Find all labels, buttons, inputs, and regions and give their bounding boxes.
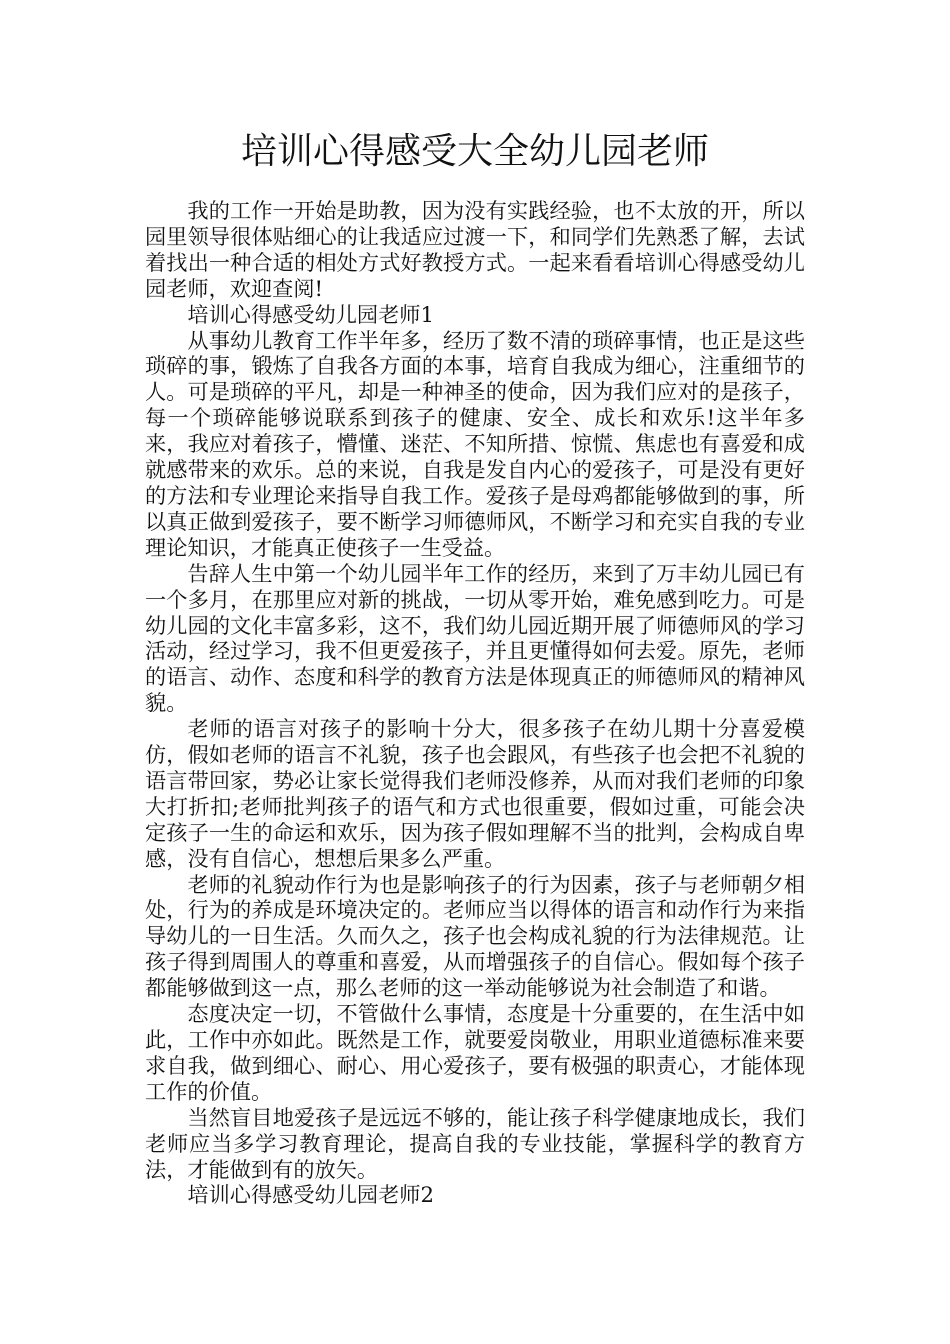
body-paragraph: 告辞人生中第一个幼儿园半年工作的经历，来到了万丰幼儿园已有一个多月，在那里应对新的挑战，一切从零开始，难免感到吃力。可是幼儿园的文化丰富多彩，这不，我们幼儿园近期开展了师德师风的学习活动，经过学习，我不但更爱孩子，并且更懂得如何去爱。原先，老师的语言、动作、态度和科学的教育方法是体现真正的师德师风的精神风貌。	[145, 560, 805, 716]
body-paragraph: 态度决定一切，不管做什么事情，态度是十分重要的，在生活中如此，工作中亦如此。既然是工作，就要爱岗敬业，用职业道德标准来要求自我，做到细心、耐心、用心爱孩子，要有极强的职责心，才能体现工作的价值。	[145, 1001, 805, 1104]
intro-paragraph: 我的工作一开始是助教，因为没有实践经验，也不太放的开，所以园里领导很体贴细心的让我适应过渡一下，和同学们先熟悉了解，去试着找出一种合适的相处方式好教授方式。一起来看看培训心得感受幼儿园老师，欢迎查阅!	[145, 198, 805, 301]
body-paragraph: 老师的礼貌动作行为也是影响孩子的行为因素，孩子与老师朝夕相处，行为的养成是环境决定的。老师应当以得体的语言和动作行为来指导幼儿的一日生活。久而久之，孩子也会构成礼貌的行为法律规范。让孩子得到周围人的尊重和喜爱，从而增强孩子的自信心。假如每个孩子都能够做到这一点，那么老师的这一举动能够说为社会制造了和谐。	[145, 871, 805, 1001]
body-paragraph: 从事幼儿教育工作半年多，经历了数不清的琐碎事情，也正是这些琐碎的事，锻炼了自我各方面的本事，培育自我成为细心，注重细节的人。可是琐碎的平凡，却是一种神圣的使命，因为我们应对的是孩子，每一个琐碎能够说联系到孩子的健康、安全、成长和欢乐!这半年多来，我应对着孩子，懵懂、迷茫、不知所措、惊慌、焦虑也有喜爱和成就感带来的欢乐。总的来说，自我是发自内心的爱孩子，可是没有更好的方法和专业理论来指导自我工作。爱孩子是母鸡都能够做到的事，所以真正做到爱孩子，要不断学习师德师风，不断学习和充实自我的专业理论知识，才能真正使孩子一生受益。	[145, 327, 805, 560]
body-paragraph: 老师的语言对孩子的影响十分大，很多孩子在幼儿期十分喜爱模仿，假如老师的语言不礼貌，孩子也会跟风，有些孩子也会把不礼貌的语言带回家，势必让家长觉得我们老师没修养，从而对我们老师的印象大打折扣;老师批判孩子的语气和方式也很重要，假如过重，可能会决定孩子一生的命运和欢乐，因为孩子假如理解不当的批判，会构成自卑感，没有自信心，想想后果多么严重。	[145, 716, 805, 871]
document-title: 培训心得感受大全幼儿园老师	[240, 131, 709, 172]
section-heading-1: 培训心得感受幼儿园老师1	[187, 301, 434, 327]
section-heading-2: 培训心得感受幼儿园老师2	[187, 1182, 434, 1208]
body-paragraph: 当然盲目地爱孩子是远远不够的，能让孩子科学健康地成长，我们老师应当多学习教育理论，提高自我的专业技能，掌握科学的教育方法，才能做到有的放矢。	[145, 1104, 805, 1182]
document-body	[145, 198, 805, 1208]
